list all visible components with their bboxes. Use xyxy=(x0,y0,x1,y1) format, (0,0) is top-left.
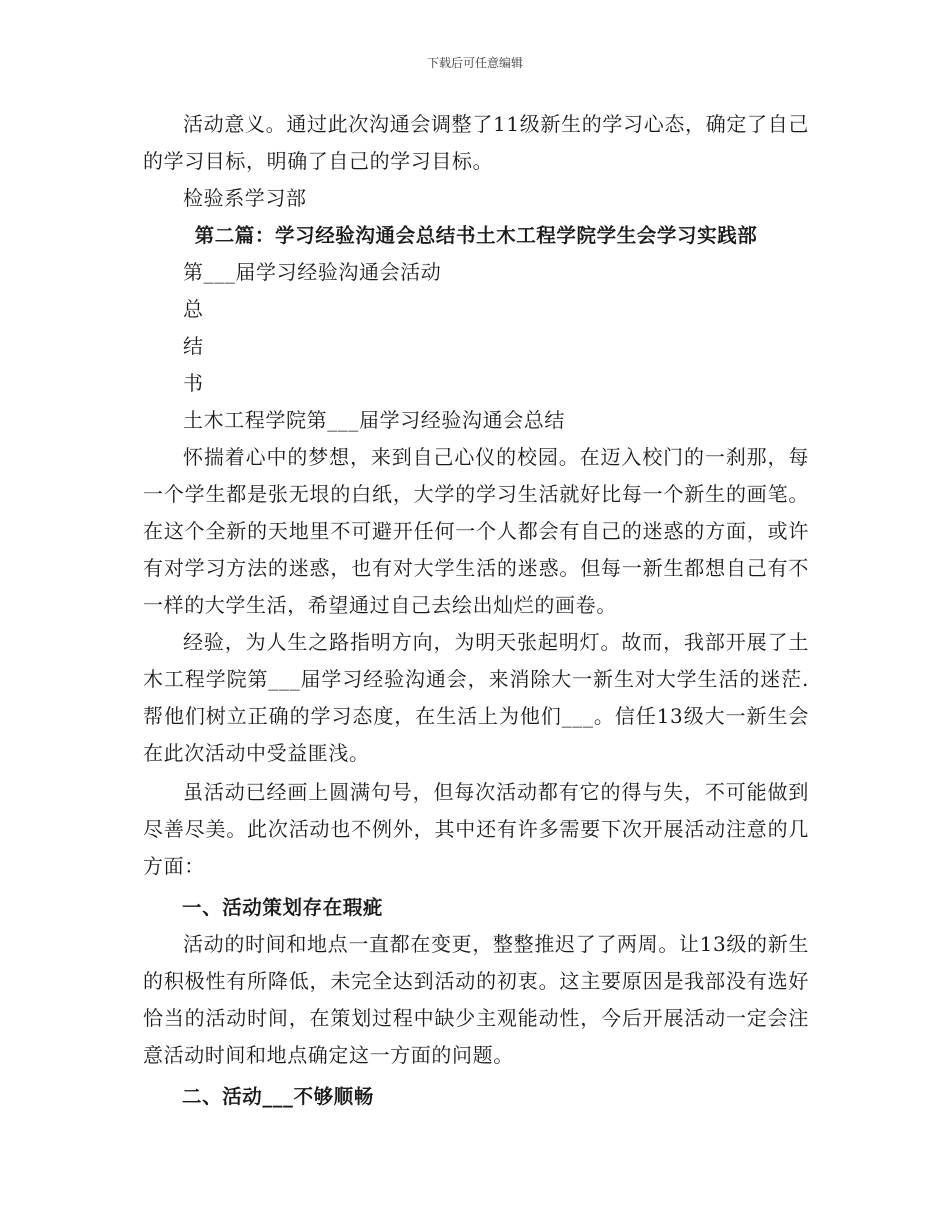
header-note: 下载后可任意编辑 xyxy=(426,56,523,70)
document-body xyxy=(143,106,809,1115)
paragraph-dream: 怀揣着心中的梦想，来到自己心仪的校园。在迈入校门的一刹那，每一个学生都是张无垠的白纸，大学的学习生活就好比每一个新生的画笔。在这个全新的天地里不可避开任何一个人都会有自己的迷惑的方面，或许有对学习方法的迷惑，也有对大学生活的迷惑。但每一新生都想自己有不一样的大学生活，希望通过自己去绘出灿烂的画卷。 xyxy=(143,445,809,617)
heading-activity-flow: 二、活动___不够顺畅 xyxy=(182,1085,374,1108)
title-char-shu: 书 xyxy=(183,371,204,395)
heading-planning-flaws: 一、活动策划存在瑕疵 xyxy=(182,896,384,919)
sub-title-2: 土木工程学院第___届学习经验沟通会总结 xyxy=(183,408,565,432)
paragraph-planning: 活动的时间和地点一直都在变更，整整推迟了了两周。让13级的新生的积极性有所降低，未完全达到活动的初衷。这主要原因是我部没有选好恰当的活动时间，在策划过程中缺少主观能动性，今后开展活动一定会注意活动时间和地点确定这一方面的问题。 xyxy=(143,932,809,1067)
paragraph-summary: 虽活动已经画上圆满句号，但每次活动都有它的得与失，不可能做到尽善尽美。此次活动也不例外，其中还有许多需要下次开展活动注意的几方面： xyxy=(143,780,809,878)
section-title: 第二篇：学习经验沟通会总结书土木工程学院学生会学习实践部 xyxy=(194,224,758,247)
paragraph-activity-meaning: 活动意义。通过此次沟通会调整了11级新生的学习心态，确定了自己的学习目标，明确了自己的学习目标。 xyxy=(143,112,809,173)
title-char-jie: 结 xyxy=(183,334,204,358)
sub-title: 第___届学习经验沟通会活动 xyxy=(183,260,442,284)
department-signature: 检验系学习部 xyxy=(183,186,307,210)
paragraph-experience: 经验，为人生之路指明方向，为明天张起明灯。故而，我部开展了土木工程学院第___届学习经验沟通会，来消除大一新生对大学生活的迷茫. 帮他们树立正确的学习态度，在生活上为他们___。信任13级大一新生会在此次活动中受益匪浅。 xyxy=(143,630,809,765)
title-char-zong: 总 xyxy=(183,297,204,321)
